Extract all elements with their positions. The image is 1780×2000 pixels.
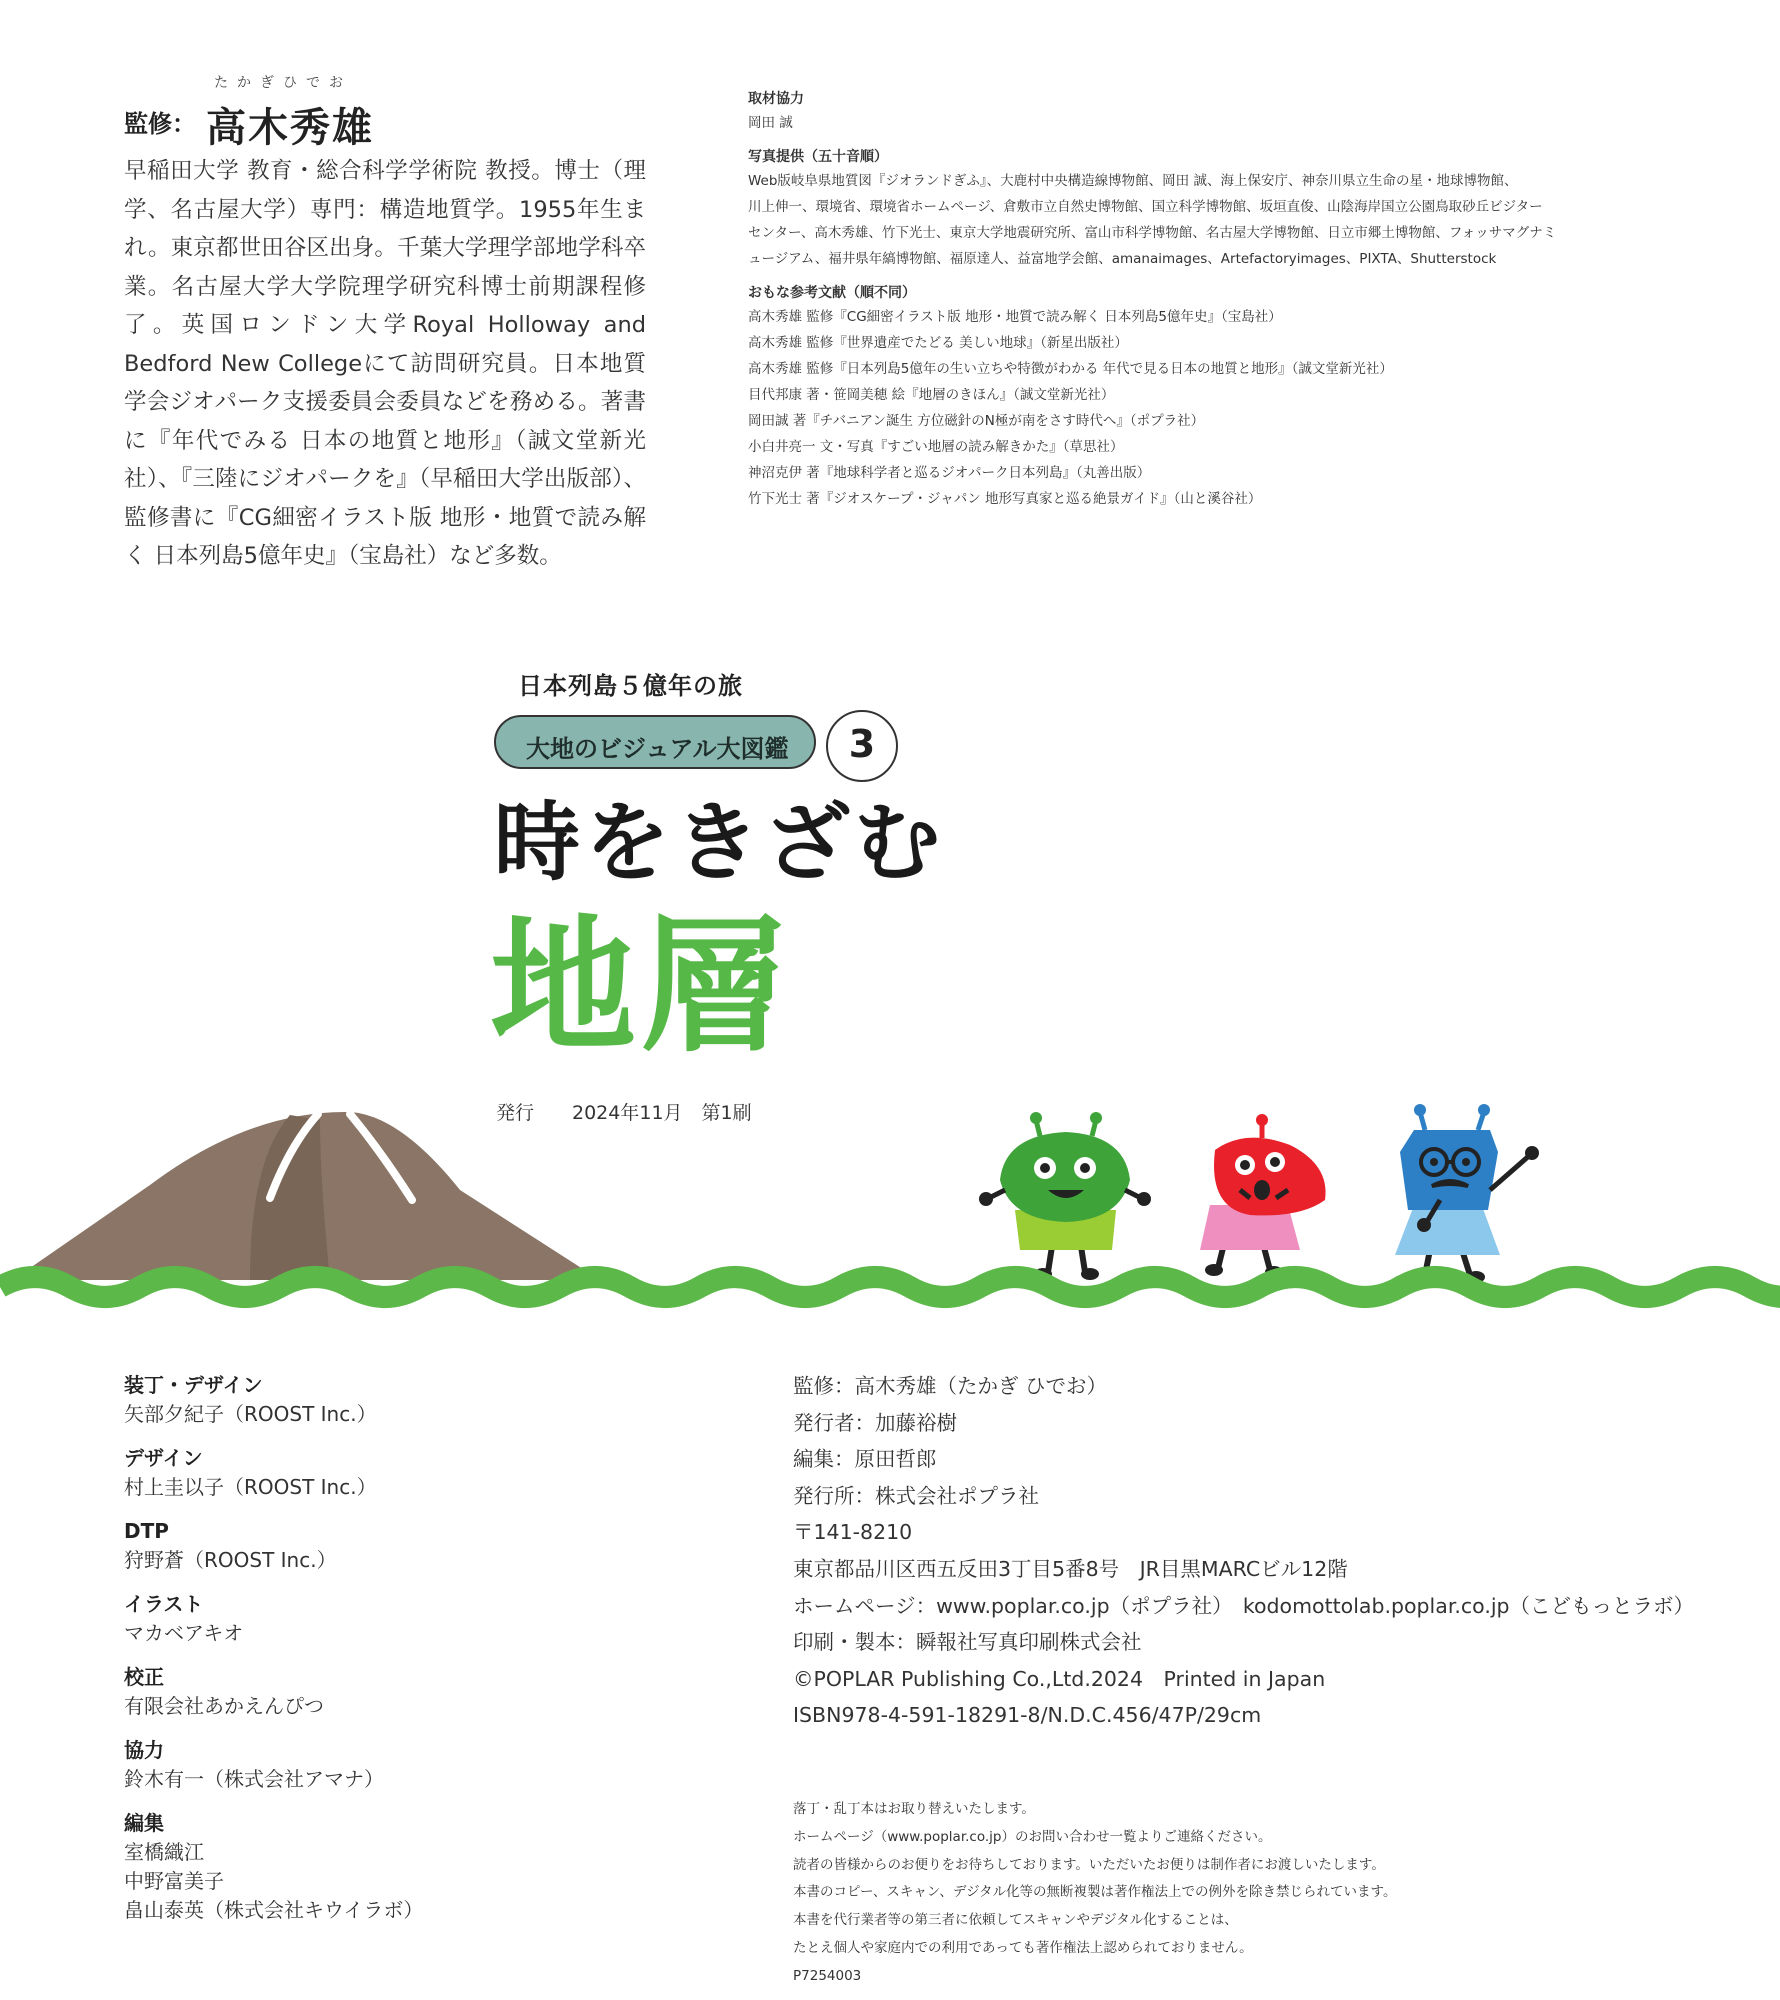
staff-role: 編集 xyxy=(124,1811,164,1835)
series-title: 日本列島５億年の旅 xyxy=(518,672,743,700)
coverage-heading: 取材協力 xyxy=(748,91,804,107)
staff-name: 矢部夕紀子（ROOST Inc.） xyxy=(124,1402,377,1426)
notice-line: 落丁・乱丁本はお取り替えいたします。 xyxy=(793,1801,1035,1817)
red-character xyxy=(1200,1114,1326,1278)
colophon-line: ©POPLAR Publishing Co.,Ltd.2024 Printed in Japan xyxy=(793,1666,1326,1691)
notice-line: 本書のコピー、スキャン、デジタル化等の無断複製は著作権法上での例外を除き禁じられています。 xyxy=(793,1884,1397,1901)
staff-name: 村上圭以子（ROOST Inc.） xyxy=(124,1475,377,1499)
supervisor-name: 高木秀雄 xyxy=(206,105,374,151)
subseries-badge xyxy=(494,715,816,769)
supervisor-name-ruby: たかぎひでお xyxy=(214,75,352,91)
notice-line: 読者の皆様からのお便りをお待ちしております。いただいたお便りは制作者にお渡しいたします。 xyxy=(793,1856,1385,1873)
colophon-line: 監修：高木秀雄（たかぎ ひでお） xyxy=(793,1374,1108,1398)
reference-item: 小白井亮一 文・写真『すごい地層の読み解きかた』（草思社） xyxy=(748,439,1124,455)
photo-credit-line: Web版岐阜県地質図『ジオランドぎふ』、大鹿村中央構造線博物館、岡田 誠、海上保安庁、神奈川県立生命の星・地球博物館、 xyxy=(748,173,1518,189)
reference-item: 神沼克伊 著『地球科学者と巡るジオパーク日本列島』（丸善出版） xyxy=(748,465,1151,481)
reference-item: 岡田誠 著『チバニアン誕生 方位磁針のN極が南をさす時代へ』（ポプラ社） xyxy=(748,413,1205,429)
notice-line: ホームページ（www.poplar.co.jp）のお問い合わせ一覧よりご連絡ください。 xyxy=(793,1828,1272,1845)
photo-credit-heading: 写真提供（五十音順） xyxy=(748,149,888,165)
photo-credit-line: センター、高木秀雄、竹下光士、東京大学地震研究所、富山市科学博物館、名古屋大学博物館、日立市郷土博物館、フォッサマグナミ xyxy=(748,225,1557,241)
photo-credit-line: ュージアム、福井県年縞博物館、福原達人、益富地学会館、amanaimages、Artefactoryimages、PIXTA、Shutterstock xyxy=(748,251,1497,267)
colophon-line: 東京都品川区西五反田3丁目5番8号 JR目黒MARCビル12階 xyxy=(793,1556,1348,1581)
staff-name: 鈴木有一（株式会社アマナ） xyxy=(124,1767,384,1791)
book-title-line1: 時をきざむ xyxy=(494,793,944,893)
supervisor-bio: 早稲田大学 教育・総合科学学術院 教授。博士（理学、名古屋大学）専門：構造地質学。1955年生まれ。東京都世田谷区出身。千葉大学理学部地学科卒業。名古屋大学大学院理学研究科博士前期課程修了。英国ロンドン大学Royal Holloway and Bedford New Collegeにて訪問研究員。日本地質学会ジオパーク支援委員会委員などを務める。著書に『年代でみる 日本の地質と地形』（誠文堂新光社）、『三陸にジオパークを』（早稲田大学出版部）、監修書に『CG細密イラスト版 地形・地質で読み解く 日本列島5億年史』（宝島社）など多数。 xyxy=(124,158,646,569)
reference-item: 竹下光士 著『ジオスケープ・ジャパン 地形写真家と巡る絶景ガイド』（山と溪谷社） xyxy=(748,491,1262,507)
staff-name: 有限会社あかえんぴつ xyxy=(124,1694,324,1718)
reference-item: 高木秀雄 監修『CG細密イラスト版 地形・地質で読み解く 日本列島5億年史』（宝島社） xyxy=(748,309,1282,325)
colophon-line: ホームページ：www.poplar.co.jp（ポプラ社） kodomottolab.poplar.co.jp（こどもっとラボ） xyxy=(793,1593,1695,1618)
colophon-line: 印刷・製本：瞬報社写真印刷株式会社 xyxy=(793,1630,1142,1655)
volume-number: 3 xyxy=(848,722,876,766)
colophon-line: 〒141-8210 xyxy=(793,1520,913,1545)
staff-name: マカベアキオ xyxy=(124,1621,244,1645)
blue-character xyxy=(1395,1104,1539,1283)
staff-role: DTP xyxy=(124,1519,169,1543)
staff-name: 畠山泰英（株式会社キウイラボ） xyxy=(124,1898,424,1922)
staff-role: デザイン xyxy=(124,1446,203,1470)
colophon-line: 編集：原田哲郎 xyxy=(793,1447,937,1472)
reference-item: 目代邦康 著・笹岡美穂 絵『地層のきほん』（誠文堂新光社） xyxy=(748,387,1115,403)
references-heading: おもな参考文献（順不同） xyxy=(748,285,916,301)
supervisor-header xyxy=(124,66,684,151)
staff-role: 校正 xyxy=(124,1665,164,1689)
colophon-line: ISBN978-4-591-18291-8/N.D.C.456/47P/29cm xyxy=(793,1703,1262,1728)
staff-name: 室橋織江 xyxy=(124,1840,204,1864)
staff-list xyxy=(124,1370,724,1925)
staff-role: 装丁・デザイン xyxy=(124,1373,263,1397)
credits-block xyxy=(748,88,1648,512)
reference-item: 高木秀雄 監修『日本列島5億年の生い立ちや特徴がわかる 年代で見る日本の地質と地形』（誠文堂新光社） xyxy=(748,361,1393,377)
book-title-line2: 地層 xyxy=(490,902,790,1072)
product-code: P7254003 xyxy=(793,1967,862,1984)
notice-line: たとえ個人や家庭内での利用であっても著作権法上認められておりません。 xyxy=(793,1939,1253,1956)
staff-name: 狩野蒼（ROOST Inc.） xyxy=(124,1548,337,1572)
copyright-notice xyxy=(793,1796,1753,1991)
reference-item: 高木秀雄 監修『世界遺産でたどる 美しい地球』（新星出版社） xyxy=(748,335,1128,351)
supervisor-label: 監修： xyxy=(124,110,196,138)
green-character xyxy=(979,1112,1151,1280)
subseries-label: 大地のビジュアル大図鑑 xyxy=(526,735,789,763)
coverage-name: 岡田 誠 xyxy=(748,115,793,131)
colophon-line: 発行者：加藤裕樹 xyxy=(793,1410,957,1435)
notice-line: 本書を代行業者等の第三者に依頼してスキャンやデジタル化することは、 xyxy=(793,1912,1238,1929)
volume-badge xyxy=(826,710,898,782)
colophon-line: 発行所：株式会社ポプラ社 xyxy=(793,1483,1039,1508)
photo-credit-line: 川上伸一、環境省、環境省ホームページ、倉敷市立自然史博物館、国立科学博物館、坂垣直俊、山陰海岸国立公園鳥取砂丘ビジター xyxy=(748,199,1543,215)
illustration-scene xyxy=(0,1090,1780,1330)
staff-role: イラスト xyxy=(124,1592,204,1616)
staff-name: 中野富美子 xyxy=(124,1869,224,1893)
publication-date: 発行 2024年11月 第1刷 xyxy=(496,1102,752,1124)
staff-role: 協力 xyxy=(124,1738,164,1762)
mountain-illustration xyxy=(30,1112,600,1280)
colophon xyxy=(793,1368,1753,1734)
